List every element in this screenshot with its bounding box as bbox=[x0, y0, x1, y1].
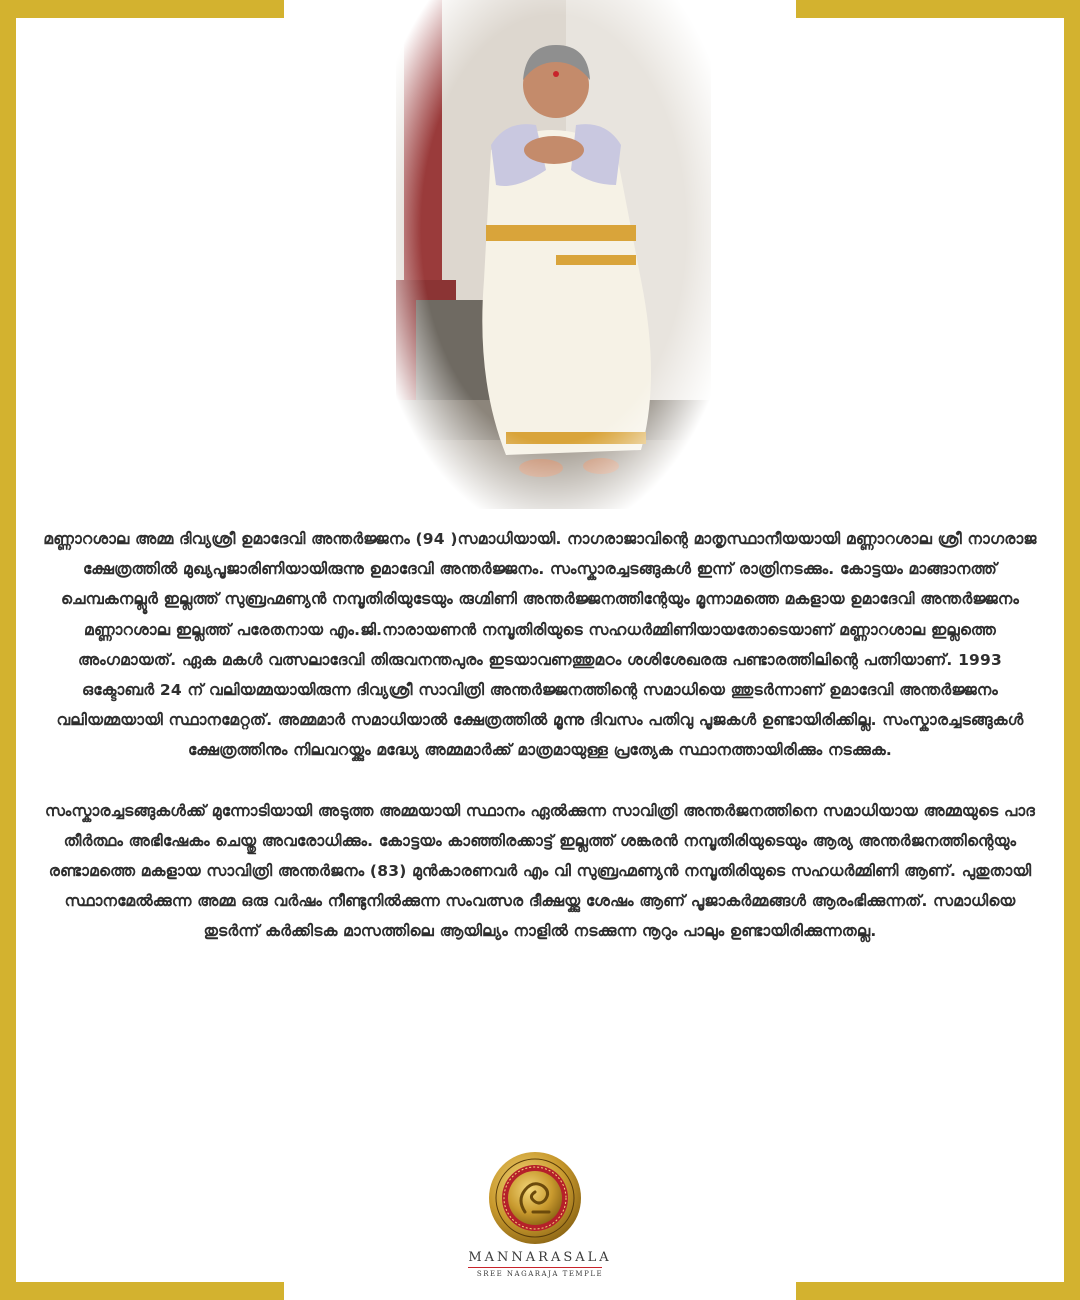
frame-bottom-right-band bbox=[796, 1282, 1080, 1300]
portrait-photo bbox=[396, 0, 711, 509]
serpent-seal-icon bbox=[487, 1150, 583, 1246]
article-paragraph-2: സംസ്കാരച്ചടങ്ങുകൾക്ക് മുന്നോടിയായി അടുത്ത അമ്മയായി സ്ഥാനം ഏൽക്കുന്ന സാവിത്രി അന്തർജനത്തിനെ സമാധിയായ അമ്മയുടെ പാദ തീർത്ഥം അഭിഷേകം ചെയ്തു അവരോധിക്കും. കോട്ടയം കാഞ്ഞിരക്കാട്ട് ഇല്ലത്ത് ശങ്കരൻ നമ്പൂതിരിയുടെയും ആര്യ അന്തർജനത്തിന്റെയും രണ്ടാമത്തെ മകളായ സാവിത്രി അന്തർജനം (83) മുൻകാരണവർ എം വി സുബ്രഹ്മണ്യൻ നമ്പൂതിരിയുടെ സഹധർമ്മിണി ആണ്. പുതുതായി സ്ഥാനമേൽക്കുന്ന അമ്മ ഒരു വർഷം നീണ്ടുനിൽക്കുന്ന സംവത്സര ദീക്ഷയ്ക്കു ശേഷം ആണ് പൂജാകർമ്മങ്ങൾ ആരംഭിക്കുന്നത്. സമാധിയെ തുടർന്ന് കർക്കിടക മാസത്തിലെ ആയില്യം നാളിൽ നടക്കുന്ന നൂറും പാലും ഉണ്ടായിരിക്കുന്നതല്ല. bbox=[44, 801, 1036, 941]
frame-left-band bbox=[0, 0, 16, 1300]
article-body bbox=[40, 524, 1040, 947]
brand-divider bbox=[468, 1267, 602, 1268]
frame-top-left-band bbox=[0, 0, 284, 18]
frame-right-band bbox=[1064, 0, 1080, 1300]
temple-logo bbox=[487, 1150, 583, 1246]
brand-tagline: SREE NAGARAJA TEMPLE bbox=[476, 1270, 604, 1278]
article-paragraph-1: മണ്ണാറശാല അമ്മ ദിവ്യശ്രീ ഉമാദേവി അന്തർജ്ജനം (94 )സമാധിയായി. നാഗരാജാവിന്റെ മാതൃസ്ഥാനീയയായി മണ്ണാറശാല ശ്രീ നാഗരാജ ക്ഷേത്രത്തിൽ മുഖ്യപൂജാരിണിയായിരുന്നു ഉമാദേവി അന്തർജ്ജനം. സംസ്കാരച്ചടങ്ങുകൾ ഇന്ന് രാത്രിനടക്കും. കോട്ടയം മാങ്ങാനത്ത് ചെമ്പകനല്ലൂർ ഇല്ലത്ത് സുബ്രഹ്മണ്യൻ നമ്പൂതിരിയുടേയും രുഗ്മിണി അന്തർജ്ജനത്തിന്റേയും മൂന്നാമത്തെ മകളായ ഉമാദേവി അന്തർജ്ജനം മണ്ണാറശാല ഇല്ലത്ത് പരേതനായ എം.ജി.നാരായണൻ നമ്പൂതിരിയുടെ സഹധർമ്മിണിയായതോടെയാണ് മണ്ണാറശാല ഇല്ലത്തെ അംഗമായത്. ഏക മകൾ വത്സലാദേവി തിരുവനന്തപുരം ഇടയാവണത്തുമഠം ശശിശേഖരരു പണ്ടാരത്തിലിന്റെ പത്നിയാണ്. 1993 ഒക്ടോബർ 24 ന് വലിയമ്മയായിരുന്ന ദിവ്യശ്രീ സാവിത്രി അന്തർജ്ജനത്തിന്റെ സമാധിയെ ത്തുടർന്നാണ് ഉമാദേവി അന്തർജ്ജനം വലിയമ്മയായി സ്ഥാനമേറ്റത്. അമ്മമാർ സമാധിയാൽ ക്ഷേത്രത്തിൽ മൂന്നു ദിവസം പതിവു പൂജകൾ ഉണ്ടായിരിക്കില്ല. സംസ്കാരച്ചടങ്ങുകൾ ക്ഷേത്രത്തിനും നിലവറയ്ക്കും മദ്ധ്യേ അമ്മമാർക്ക് മാത്രമായുള്ള പ്രത്യേക സ്ഥാനത്തായിരിക്കും നടക്കുക. bbox=[43, 530, 1037, 760]
frame-top-right-band bbox=[796, 0, 1080, 18]
brand-name: MANNARASALA bbox=[468, 1250, 612, 1265]
frame-bottom-left-band bbox=[0, 1282, 284, 1300]
portrait-illustration bbox=[396, 0, 711, 509]
